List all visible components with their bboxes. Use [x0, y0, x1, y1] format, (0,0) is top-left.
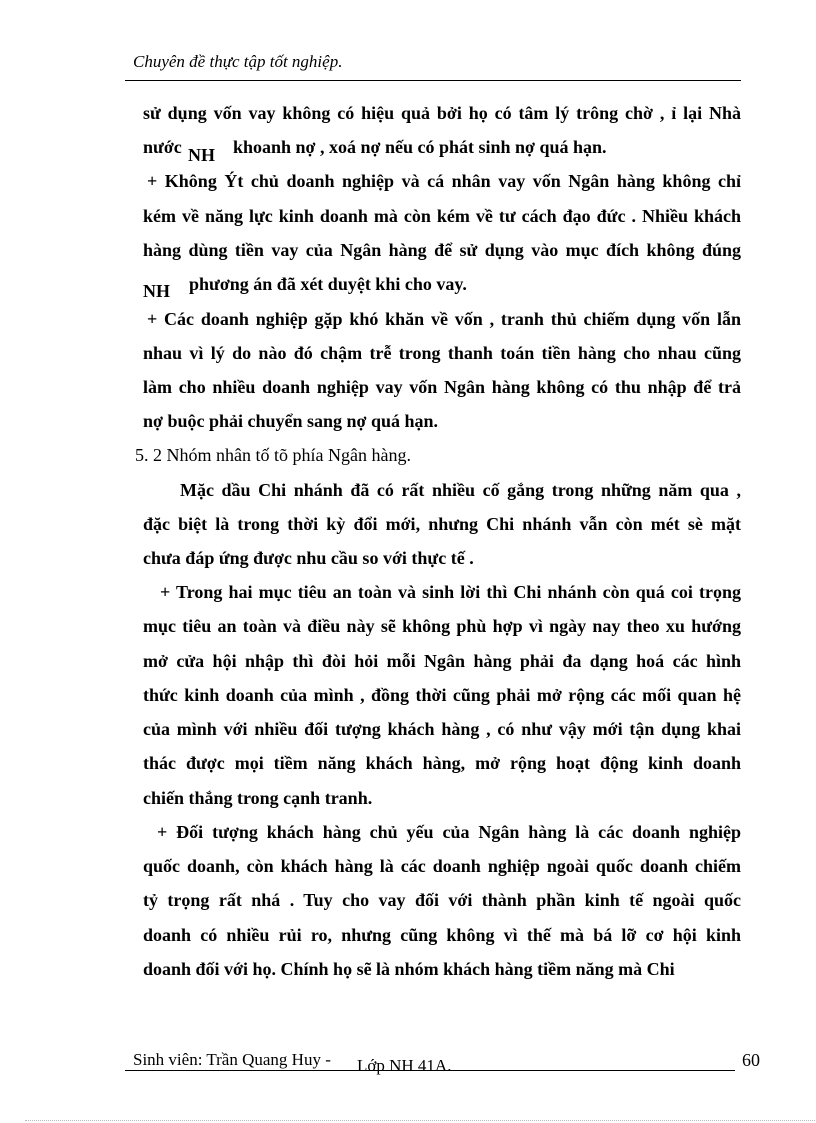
text-line: mở cửa hội nhập thì đòi hỏi mỗi Ngân hàng phải đa dạng hoá các hình [143, 651, 741, 671]
footer-student-name: Sinh viên: Trần Quang Huy - [133, 1050, 331, 1069]
text-line: nước [143, 137, 182, 157]
page-number: 60 [742, 1050, 760, 1070]
header-divider [125, 80, 741, 81]
text-line: tỷ trọng rất nhá . Tuy cho vay đối với thành phần kinh tế ngoài quốc [143, 890, 741, 910]
text-line: làm cho nhiều doanh nghiệp vay vốn Ngân hàng không có thu nhập để trả [143, 377, 741, 397]
text-line: + Không Ýt chủ doanh nghiệp và cá nhân vay vốn Ngân hàng không chỉ [147, 171, 741, 191]
text-line: + Trong hai mục tiêu an toàn và sinh lời thì Chi nhánh còn quá coi trọng [160, 582, 741, 602]
text-line: quốc doanh, còn khách hàng là các doanh nghiệp ngoài quốc doanh chiếm [143, 856, 741, 876]
text-line: + Các doanh nghiệp gặp khó khăn về vốn , tranh thủ chiếm dụng vốn lẫn [147, 309, 741, 329]
page-edge-divider [25, 1120, 815, 1121]
text-line: + Đối tượng khách hàng chủ yếu của Ngân hàng là các doanh nghiệp [157, 822, 741, 842]
text-line: doanh có nhiều rủi ro, nhưng cũng không vì thế mà bá lỡ cơ hội kinh [143, 925, 741, 945]
text-line: khoanh nợ , xoá nợ nếu có phát sinh nợ quá hạn. [233, 137, 607, 157]
section-heading: 5. 2 Nhóm nhân tố tõ phía Ngân hàng. [135, 445, 411, 465]
nh-mark: NH [143, 281, 170, 301]
text-line: thác được mọi tiềm năng khách hàng, mở rộng hoạt động kinh doanh [143, 753, 741, 773]
text-line: chiến thắng trong cạnh tranh. [143, 788, 373, 808]
text-line: nhau vì lý do nào đó chậm trễ trong thanh toán tiền hàng cho nhau cũng [143, 343, 741, 363]
footer-divider [125, 1070, 735, 1071]
text-line: Mặc dầu Chi nhánh đã có rất nhiều cố gắng trong những năm qua , [180, 480, 741, 500]
text-line: doanh đối với họ. Chính họ sẽ là nhóm khách hàng tiềm năng mà Chi [143, 959, 675, 979]
page-header-title: Chuyên đề thực tập tốt nghiệp. [133, 52, 343, 71]
text-line: chưa đáp ứng được nhu cầu so với thực tế . [143, 548, 474, 568]
text-line: phương án đã xét duyệt khi cho vay. [189, 274, 467, 294]
text-line: mục tiêu an toàn và điều này sẽ không phù hợp vì ngày nay theo xu hướng [143, 616, 741, 636]
text-line: của mình với nhiều đối tượng khách hàng , có như vậy mới tận dụng khai [143, 719, 741, 739]
footer-class-label: Lớp NH 41A. [357, 1056, 452, 1075]
text-line: đặc biệt là trong thời kỳ đổi mới, nhưng Chi nhánh vẫn còn mét sè mặt [143, 514, 741, 534]
text-line: sử dụng vốn vay không có hiệu quả bởi họ có tâm lý trông chờ , ỉ lại Nhà [143, 103, 741, 123]
text-line: kém về năng lực kinh doanh mà còn kém về tư cách đạo đức . Nhiều khách [143, 206, 741, 226]
text-line: thức kinh doanh của mình , đồng thời cũng phải mở rộng các mối quan hệ [143, 685, 741, 705]
text-line: nợ buộc phải chuyển sang nợ quá hạn. [143, 411, 439, 431]
nh-mark: NH [188, 145, 215, 165]
text-line: hàng dùng tiền vay của Ngân hàng để sử dụng vào mục đích không đúng [143, 240, 741, 260]
